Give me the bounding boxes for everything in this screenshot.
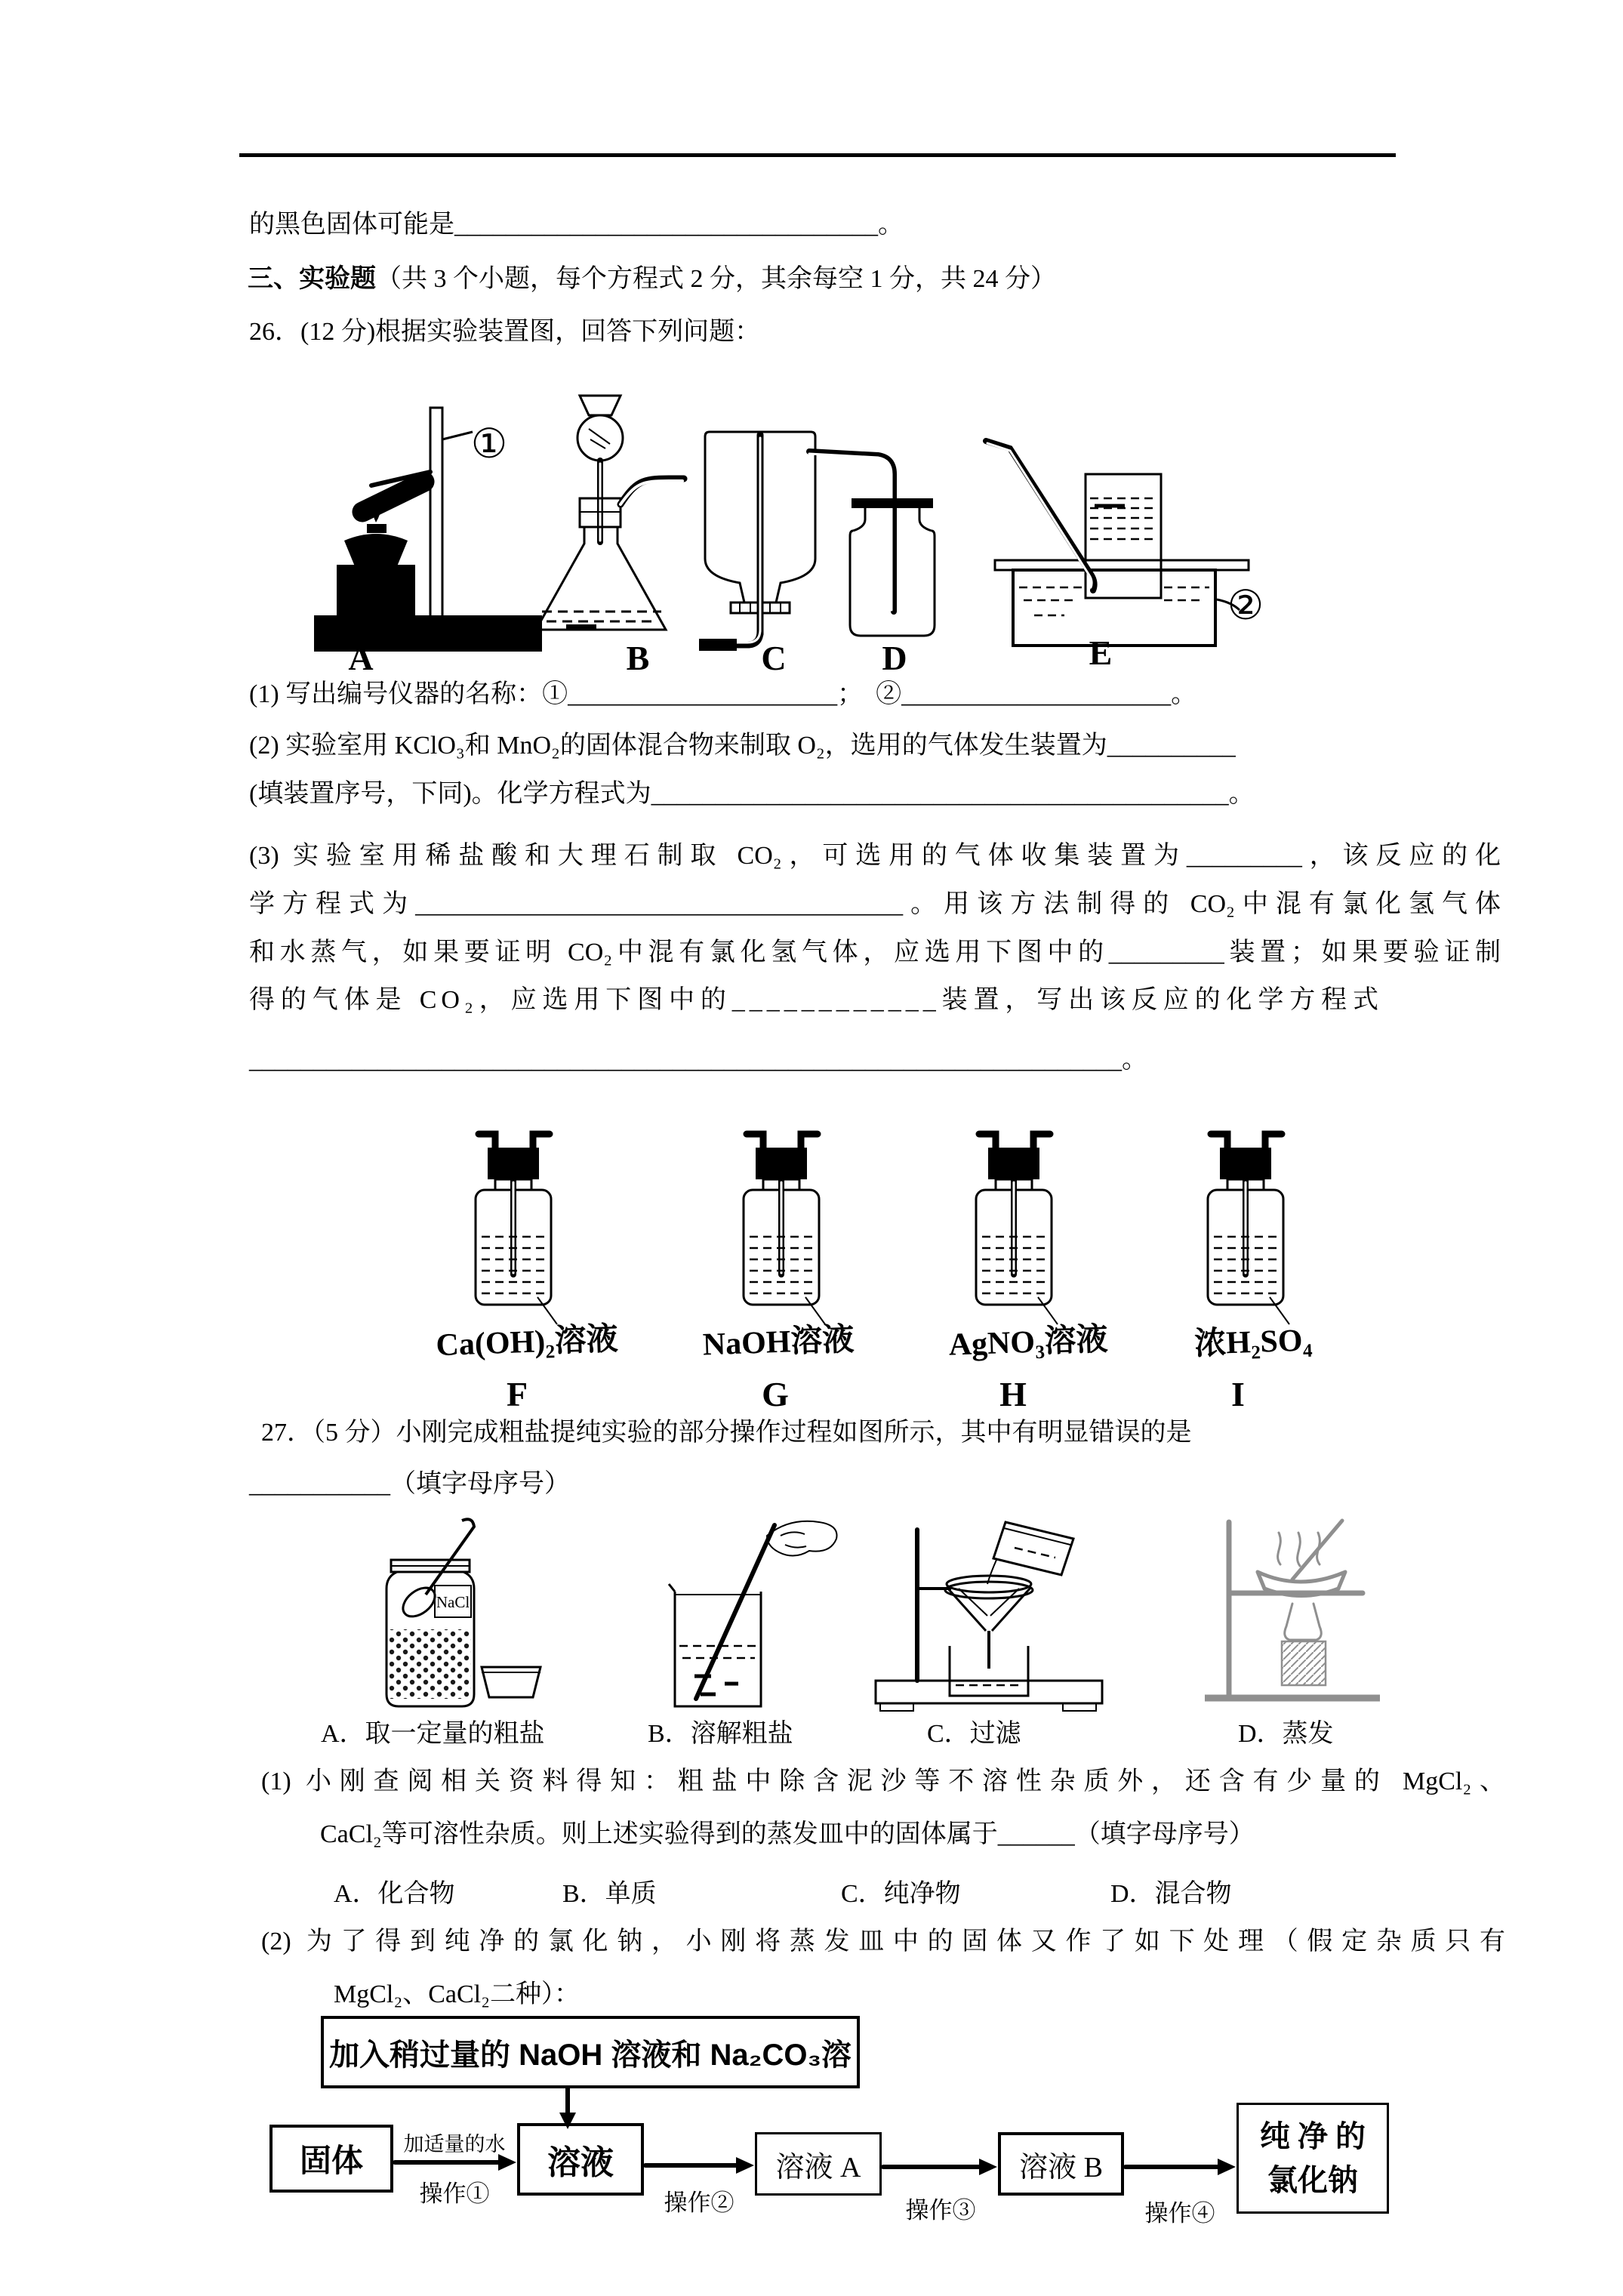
bottle-f-solution-label: Ca(OH)₂溶液 (435, 1321, 619, 1364)
q27-option-d: D．混合物 (1110, 1880, 1232, 1908)
op-caption-d: D．蒸发 (1238, 1720, 1334, 1748)
apparatus-e-drawing (986, 441, 1249, 646)
operations-figure (347, 1516, 1404, 1720)
op-c-filter-drawing (876, 1522, 1102, 1711)
flow-op2-label: 操作② (664, 2190, 735, 2216)
bottle-h-drawing (976, 1134, 1058, 1324)
q26-part1-line: (1) 写出编号仪器的名称：①_____________________； ②_____________________。 (249, 680, 1197, 708)
op-b-beaker-drawing (669, 1521, 837, 1706)
bottle-h-solution-label: AgNO₃溶液 (947, 1322, 1109, 1363)
q26-part3-line4: 得的气体是 CO₂，应选用下图中的____________装置，写出该反应的化学方程式 (249, 986, 1383, 1014)
apparatus-label-d: D (882, 639, 907, 677)
bottle-i-solution-label: 浓H₂SO₄ (1193, 1323, 1313, 1362)
bottle-i-drawing (1208, 1134, 1289, 1324)
flow-final-line1: 纯 净 的 (1260, 2119, 1366, 2153)
q26-stem: 26．(12 分)根据实验装置图，回答下列问题： (249, 318, 761, 346)
q26-part2-line2: (填装置序号，下同)。化学方程式为_____________________________________________。 (249, 780, 1255, 808)
q26-part3-line1: (3) 实验室用稀盐酸和大理石制取 CO₂，可选用的气体收集装置为_________，该反应的化 (249, 842, 1501, 870)
q27-option-a: A．化合物 (334, 1880, 455, 1908)
op-caption-b: B．溶解粗盐 (648, 1720, 793, 1748)
q26-part3-line5: ____________________________________________________________________。 (249, 1046, 1147, 1074)
op-a-jar-drawing (387, 1519, 540, 1706)
section-title (248, 263, 1056, 296)
op-caption-c: C．过滤 (927, 1720, 1021, 1748)
q27-option-b: B．单质 (562, 1880, 657, 1908)
apparatus-a-drawing (314, 408, 542, 652)
q27-blank-line: ___________（填字母序号） (249, 1470, 570, 1498)
purification-flowchart (264, 2010, 1419, 2244)
apparatus-label-e: E (1089, 633, 1113, 672)
q27-part1-line1: (1) 小刚查阅相关资料得知：粗盐中除含泥沙等不溶性杂质外，还含有少量的 MgCl₂、 (261, 1767, 1505, 1795)
q27-stem: 27．（5 分）小刚完成粗盐提纯实验的部分操作过程如图所示，其中有明显错误的是 (261, 1419, 1192, 1447)
bottle-letter-g: G (762, 1375, 789, 1413)
flow-op4-label: 操作④ (1144, 2200, 1215, 2227)
apparatus-b-drawing (536, 396, 684, 630)
bottle-letter-i: I (1231, 1375, 1245, 1413)
apparatus-label-c: C (761, 639, 787, 677)
section-title-bold: 三、实验题 (248, 265, 376, 293)
apparatus-label-b: B (626, 639, 650, 677)
bottle-letter-h: H (999, 1375, 1027, 1413)
q26-part2-line1: (2) 实验室用 KClO₃和 MnO₂的固体混合物来制取 O₂，选用的气体发生装置为__________ (249, 732, 1236, 760)
bottle-g-drawing (744, 1134, 825, 1324)
flow-solution-a-box: 溶液 A (755, 2132, 882, 2196)
op-d-evaporation-drawing (1205, 1521, 1380, 1698)
apparatus-figure (249, 385, 1359, 683)
apparatus-label-circle1: ① (470, 420, 508, 467)
op-caption-a: A．取一定量的粗盐 (321, 1720, 545, 1748)
apparatus-d-drawing (809, 451, 935, 636)
apparatus-label-circle2: ② (1227, 581, 1264, 629)
flow-reagent-box: 加入稍过量的 NaOH 溶液和 Na₂CO₃溶 (321, 2016, 860, 2088)
q27-option-c: C．纯净物 (841, 1880, 961, 1908)
flow-op3-label: 操作③ (905, 2197, 976, 2224)
header-rule (239, 153, 1396, 157)
q27-part2-line2: MgCl₂、CaCl₂二种）： (334, 1980, 580, 2008)
apparatus-label-a: A (348, 639, 374, 677)
flow-solution-b-box: 溶液 B (998, 2132, 1124, 2196)
washing-bottles-figure (423, 1120, 1366, 1324)
section-title-rest: （共 3 个小题，每个方程式 2 分，其余每空 1 分，共 24 分） (376, 265, 1056, 293)
bottle-g-solution-label: NaOH溶液 (702, 1322, 855, 1363)
flow-op1-label: 操作① (419, 2180, 490, 2207)
flow-solid-box: 固体 (269, 2125, 393, 2193)
q27-part1-line2: CaCl₂等可溶性杂质。则上述实验得到的蒸发皿中的固体属于______（填字母序号） (320, 1820, 1255, 1848)
flow-solution-box: 溶液 (517, 2123, 644, 2196)
bottle-f-drawing (476, 1134, 557, 1324)
flow-final-line2: 氯化钠 (1267, 2162, 1358, 2197)
q25-tail-line: 的黑色固体可能是_________________________________。 (249, 211, 904, 239)
bottle-letter-f: F (506, 1375, 528, 1413)
jar-nacl-label: NaCl (436, 1593, 470, 1611)
q27-part2-line1: (2) 为了得到纯净的氯化钠，小刚将蒸发皿中的固体又作了如下处理（假定杂质只有 (261, 1928, 1505, 1955)
flow-final-box (1236, 2103, 1389, 2214)
q26-part3-line3: 和水蒸气，如果要证明 CO₂中混有氯化氢气体，应选用下图中的_________装置；如果要验证制 (249, 938, 1501, 966)
apparatus-c-drawing (699, 432, 815, 651)
q26-part3-line2: 学方程式为______________________________________。用该方法制得的 CO₂中混有氯化氢气体 (249, 890, 1501, 918)
flow-arrow1-top-label: 加适量的水 (403, 2133, 506, 2156)
